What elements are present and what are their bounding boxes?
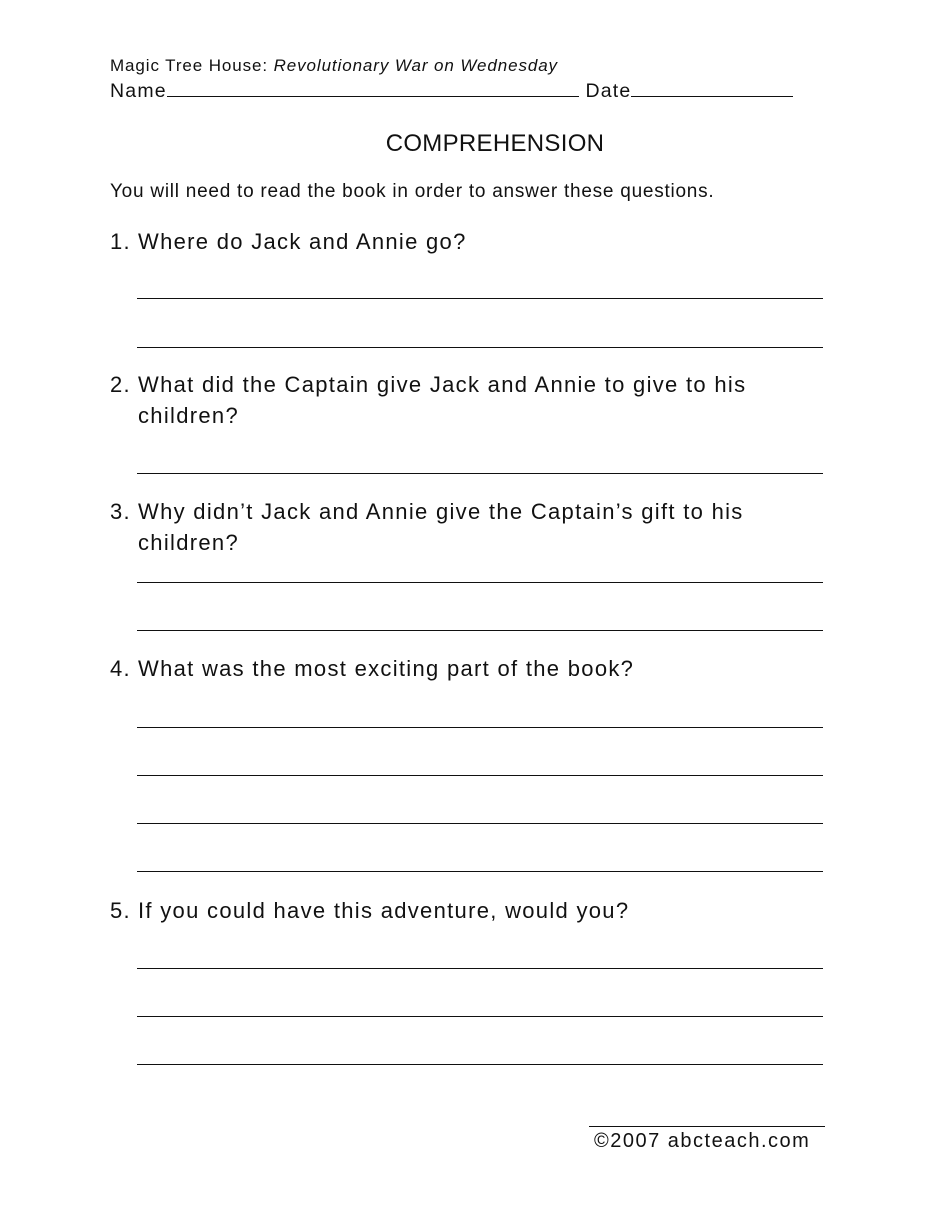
name-date-row bbox=[110, 80, 793, 103]
name-blank[interactable] bbox=[167, 80, 579, 97]
date-label: Date bbox=[585, 80, 632, 102]
date-blank[interactable] bbox=[631, 80, 793, 97]
answer-line-3b[interactable] bbox=[137, 630, 823, 631]
question-4 bbox=[110, 653, 830, 684]
name-label: Name bbox=[110, 80, 167, 102]
answer-line-5c[interactable] bbox=[137, 1064, 823, 1065]
question-5 bbox=[110, 895, 830, 926]
answer-line-2a[interactable] bbox=[137, 473, 823, 474]
book-name: Revolutionary War on Wednesday bbox=[273, 56, 558, 75]
answer-line-3a[interactable] bbox=[137, 582, 823, 583]
question-text: What was the most exciting part of the book? bbox=[138, 656, 635, 681]
answer-line-1b[interactable] bbox=[137, 347, 823, 348]
question-2 bbox=[110, 369, 830, 431]
question-number: 5. bbox=[110, 898, 131, 923]
answer-line-5a[interactable] bbox=[137, 968, 823, 969]
question-3 bbox=[110, 496, 830, 558]
page-title: COMPREHENSION bbox=[385, 130, 605, 157]
question-text: Why didn’t Jack and Annie give the Captain’s gift to his children? bbox=[138, 499, 744, 555]
answer-line-1a[interactable] bbox=[137, 298, 823, 299]
answer-line-4c[interactable] bbox=[137, 823, 823, 824]
question-text: What did the Captain give Jack and Annie to give to his children? bbox=[138, 372, 747, 428]
question-number: 2. bbox=[110, 372, 131, 397]
copyright-text: ©2007 abcteach.com bbox=[594, 1130, 811, 1152]
book-title bbox=[110, 56, 558, 76]
answer-line-4d[interactable] bbox=[137, 871, 823, 872]
question-number: 1. bbox=[110, 229, 131, 254]
instructions: You will need to read the book in order to answer these questions. bbox=[110, 181, 715, 202]
footer-rule bbox=[589, 1126, 825, 1127]
series-name: Magic Tree House: bbox=[110, 56, 268, 75]
question-1 bbox=[110, 226, 830, 257]
question-text: Where do Jack and Annie go? bbox=[138, 229, 467, 254]
answer-line-4b[interactable] bbox=[137, 775, 823, 776]
answer-line-5b[interactable] bbox=[137, 1016, 823, 1017]
answer-line-4a[interactable] bbox=[137, 727, 823, 728]
question-number: 4. bbox=[110, 656, 131, 681]
question-number: 3. bbox=[110, 499, 131, 524]
question-text: If you could have this adventure, would you? bbox=[138, 898, 630, 923]
